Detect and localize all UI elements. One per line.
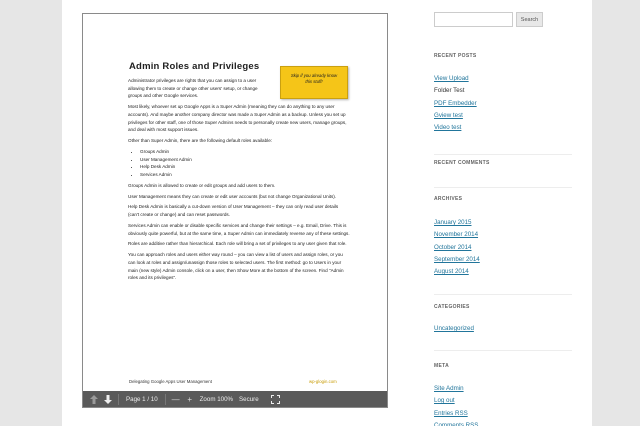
recent-post-link[interactable]: Gview test (434, 111, 463, 119)
meta-link[interactable]: Log out (434, 397, 455, 405)
widget-divider (434, 154, 572, 155)
category-link[interactable]: Uncategorized (434, 325, 474, 332)
archive-link[interactable]: November 2014 (434, 231, 479, 239)
pdf-page (83, 14, 387, 388)
pdf-toolbar (83, 391, 387, 408)
categories-title: CATEGORIES (434, 304, 470, 310)
widget-divider (434, 187, 572, 188)
roles-list (140, 148, 350, 179)
sticky-note: Skip if you already know this stuff! (280, 66, 348, 99)
categories-list (434, 323, 474, 335)
search-input[interactable] (434, 12, 513, 27)
meta-link[interactable]: Comments RSS (434, 421, 479, 426)
meta-title: META (434, 363, 449, 369)
role-item: • Services Admin (140, 171, 350, 179)
post-text-below (82, 420, 382, 426)
recent-post-link[interactable]: Folder Test (434, 87, 465, 95)
search-button[interactable]: Search (516, 12, 543, 27)
widget-divider (434, 294, 572, 295)
paragraph: Roles are additive rather than hierarchical. Each role will bring a set of privileges to any user given that role. (128, 241, 347, 247)
paragraph: Help Desk Admin is basically a cut-down version of User Management – they can only read user details (can't create or change) and can reset passwords. (128, 204, 339, 218)
paragraph: Services Admin can enable or disable specific services and change their settings – e.g. Email, Drive. This is obviously quite powerful, but at the same time, a Super Admin can immediately reverse any of these settings. (128, 222, 350, 236)
archives-list (434, 217, 480, 278)
fullscreen-icon[interactable] (269, 391, 283, 408)
role-item: • User Management Admin (140, 156, 350, 164)
zoom-in-button[interactable]: + (187, 395, 192, 404)
role-item: • Help Desk Admin (140, 163, 350, 171)
document-footer-title: Delegating Google Apps User Management (129, 379, 212, 384)
zoom-out-button[interactable]: — (171, 395, 180, 404)
paragraph: You can approach roles and users either way round – you can view a list of users and assign roles, or you can look at roles and assign/unassign those roles to selected users. The first method: go to Users in your main (new style) Admin console, click on a user, then Show More at the bottom of the screen. Find "Admin roles and its privileges". (128, 252, 344, 281)
recent-post-link[interactable]: Video test (434, 124, 462, 132)
secure-label: Secure (239, 396, 259, 403)
blog-page (62, 0, 592, 426)
recent-posts-title: RECENT POSTS (434, 53, 477, 59)
archive-link[interactable]: September 2014 (434, 255, 480, 263)
zoom-level: Zoom 100% (199, 396, 234, 403)
document-body (128, 77, 350, 285)
page-indicator: Page 1 / 10 (126, 396, 158, 403)
role-item: • Groups Admin (140, 148, 350, 156)
recent-comments-title: RECENT COMMENTS (434, 160, 490, 166)
archive-link[interactable]: October 2014 (434, 243, 472, 251)
toolbar-divider (118, 394, 119, 405)
document-title: Admin Roles and Privileges (129, 61, 260, 72)
previous-page-icon[interactable] (87, 391, 101, 408)
meta-link[interactable]: Site Admin (434, 385, 464, 392)
paragraph: Most likely, whoever set up Google Apps is a Super Admin (meaning they can do anything to any user accounts). And maybe another company director was made a Super Admin as a backup. Unless you set up privileges for other staff, one of those Super Admins needs to personally create new users, manage groups, and deal with most support issues. (128, 104, 347, 133)
recent-post-link[interactable]: View Upload (434, 75, 469, 82)
recent-post-link[interactable]: PDF Embedder (434, 99, 477, 107)
paragraph: User Management means they can create or edit user accounts (but not change Organizational Units). (128, 193, 337, 199)
pdf-viewer[interactable] (82, 13, 388, 408)
document-footer-site: wp-glogin.com (309, 379, 337, 384)
archive-link[interactable]: January 2015 (434, 219, 472, 226)
archives-title: ARCHIVES (434, 196, 463, 202)
meta-list (434, 383, 478, 426)
meta-link[interactable]: Entries RSS (434, 409, 468, 417)
archive-link[interactable]: August 2014 (434, 268, 469, 276)
widget-divider (434, 350, 572, 351)
paragraph: Groups Admin is allowed to create or edit groups and add users to them. (128, 182, 276, 188)
paragraph: Other than Super Admin, there are the following default roles available: (128, 138, 273, 144)
toolbar-divider (165, 394, 166, 405)
recent-posts-list (434, 73, 477, 134)
next-page-icon[interactable] (101, 391, 115, 408)
intro-paragraph: Administrator privileges are rights that you can assign to a user allowing them to create or change other users' setup, or change groups and other Google services. (128, 78, 258, 99)
